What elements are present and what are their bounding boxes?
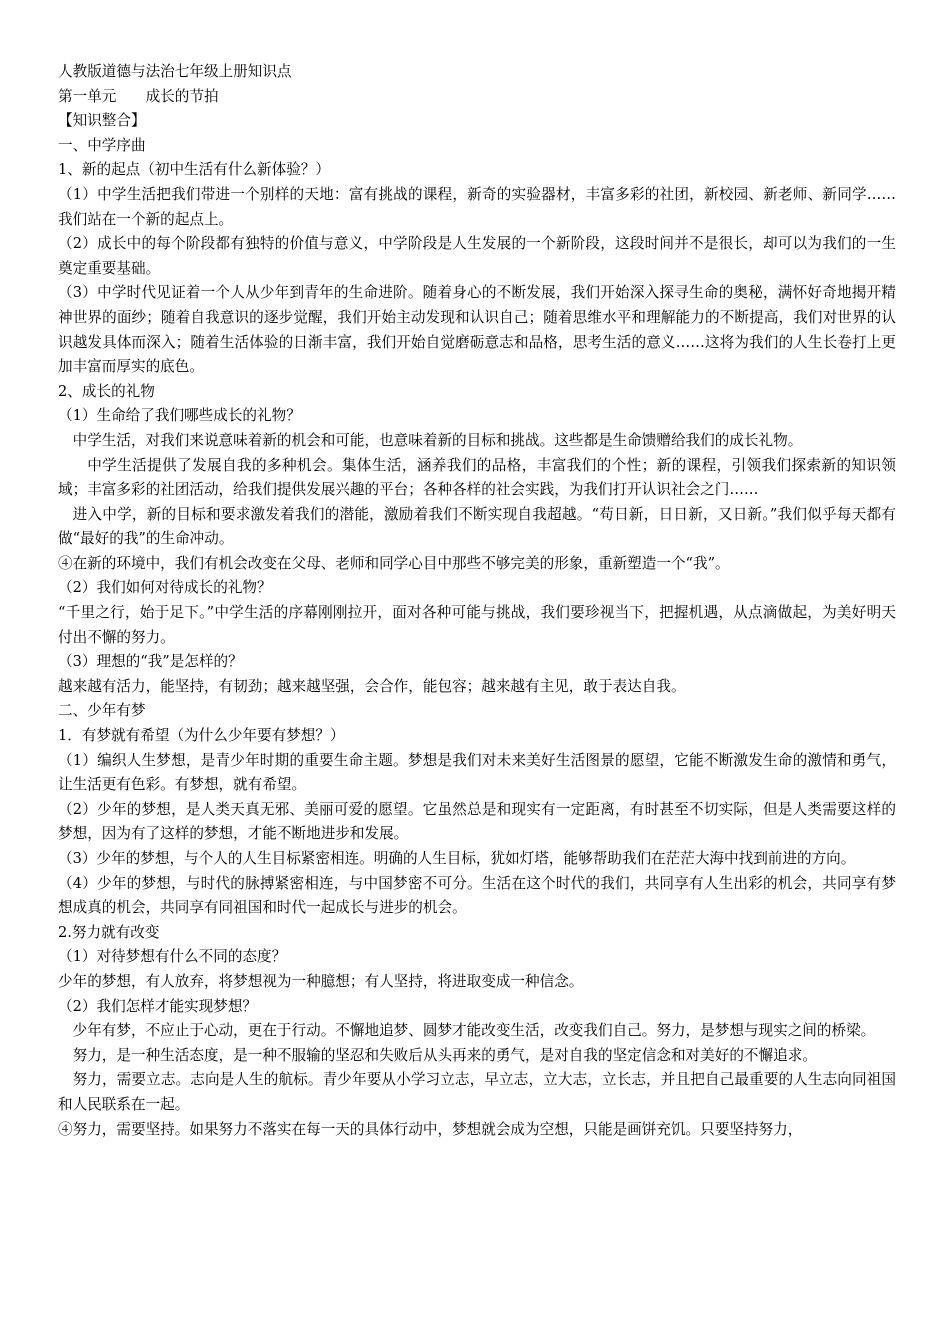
subsection-heading: 2、成长的礼物 xyxy=(58,382,155,400)
paragraph: （2）少年的梦想，是人类天真无邪、美丽可爱的愿望。它虽然总是和现实有一定距离，有时甚至不切实际，但是人类需要这样的梦想，因为有了这样的梦想，才能不断地进步和发展。 xyxy=(58,800,896,843)
paragraph: 中学生活提供了发展自我的多种机会。集体生活，涵养我们的品格，丰富我们的个性；新的课程，引领我们探索新的知识领域；丰富多彩的社团活动，给我们提供发展兴趣的平台；各种各样的社会实践，为我们打开认识社会之门…… xyxy=(58,456,896,499)
section-heading: 二、少年有梦 xyxy=(58,702,146,720)
subsection-heading: 2.努力就有改变 xyxy=(58,923,160,941)
paragraph: （3）中学时代见证着一个人从少年到青年的生命进阶。随着身心的不断发展，我们开始深入探寻生命的奥秘，满怀好奇地揭开精神世界的面纱；随着自我意识的逐步觉醒，我们开始主动发现和认识自己；随着思维水平和理解能力的不断提高，我们对世界的认识越发具体而深入；随着生活体验的日渐丰富，我们开始自觉磨砺意志和品格，思考生活的意义……这将为我们的人生长卷打上更加丰富而厚实的底色。 xyxy=(58,284,896,376)
question-heading: （1）生命给了我们哪些成长的礼物？ xyxy=(58,407,301,425)
paragraph: 努力，是一种生活态度，是一种不服输的坚忍和失败后从头再来的勇气，是对自我的坚定信念和对美好的不懈追求。 xyxy=(72,1046,817,1064)
question-heading: （2）我们如何对待成长的礼物？ xyxy=(58,579,272,597)
paragraph: 努力，需要立志。志向是人生的航标。青少年要从小学习立志，早立志，立大志，立长志，并且把自己最重要的人生志向同祖国和人民联系在一起。 xyxy=(58,1071,896,1113)
unit-heading: 第一单元 成长的节拍 xyxy=(58,87,219,105)
paragraph: 越来越有活力，能坚持，有韧劲；越来越坚强，会合作，能包容；越来越有主见，敢于表达自我。 xyxy=(58,677,686,695)
paragraph: 中学生活，对我们来说意味着新的机会和可能，也意味着新的目标和挑战。这些都是生命馈赠给我们的成长礼物。 xyxy=(72,431,803,449)
paragraph: ④在新的环境中，我们有机会改变在父母、老师和同学心目中那些不够完美的形象，重新塑造一个“我”。 xyxy=(58,554,730,572)
paragraph: “千里之行，始于足下。”中学生活的序幕刚刚拉开，面对各种可能与挑战，我们要珍视当下，把握机遇，从点滴做起，为美好明天付出不懈的努力。 xyxy=(58,604,896,646)
paragraph: （3）少年的梦想，与个人的人生目标紧密相连。明确的人生目标，犹如灯塔，能够帮助我们在茫茫大海中找到前进的方向。 xyxy=(58,850,856,867)
paragraph: 少年有梦，不应止于心动，更在于行动。不懈地追梦、圆梦才能改变生活，改变我们自己。努力，是梦想与现实之间的桥梁。 xyxy=(72,1022,876,1040)
subsection-heading: 1、新的起点（初中生活有什么新体验？） xyxy=(58,161,330,179)
paragraph: 少年的梦想，有人放弃，将梦想视为一种臆想；有人坚持，将进取变成一种信念。 xyxy=(58,972,584,990)
paragraph: 进入中学，新的目标和要求激发着我们的潜能，激励着我们不断实现自我超越。“苟日新，日日新，又日新。”我们似乎每天都有做“最好的我”的生命冲动。 xyxy=(58,505,896,548)
document-title: 人教版道德与法治七年级上册知识点 xyxy=(58,63,292,80)
paragraph: ④努力，需要坚持。如果努力不落实在每一天的具体行动中，梦想就会成为空想，只能是画饼充饥。只要坚持努力， xyxy=(58,1120,803,1138)
document-page xyxy=(58,60,896,1142)
question-heading: （1）对待梦想有什么不同的态度？ xyxy=(58,948,287,966)
paragraph: （1）中学生活把我们带进一个别样的天地：富有挑战的课程，新奇的实验器材，丰富多彩的社团，新校园、新老师、新同学……我们站在一个新的起点上。 xyxy=(58,185,896,228)
question-heading: （2）我们怎样才能实现梦想？ xyxy=(58,997,258,1015)
paragraph: （1）编织人生梦想，是青少年时期的重要生命主题。梦想是我们对未来美好生活图景的愿望，它能不断激发生命的激情和勇气，让生活更有色彩。有梦想，就有希望。 xyxy=(58,751,896,794)
question-heading: （3）理想的“我”是怎样的？ xyxy=(58,653,243,671)
summary-label: 【知识整合】 xyxy=(58,112,146,130)
subsection-heading: 1．有梦就有希望（为什么少年要有梦想？） xyxy=(58,727,345,745)
paragraph: （2）成长中的每个阶段都有独特的价值与意义，中学阶段是人生发展的一个新阶段，这段时间并不是很长，却可以为我们的一生奠定重要基础。 xyxy=(58,235,896,277)
section-heading: 一、中学序曲 xyxy=(58,136,146,154)
paragraph: （4）少年的梦想，与时代的脉搏紧密相连，与中国梦密不可分。生活在这个时代的我们，共同享有人生出彩的机会，共同享有梦想成真的机会，共同享有同祖国和时代一起成长与进步的机会。 xyxy=(58,874,896,917)
